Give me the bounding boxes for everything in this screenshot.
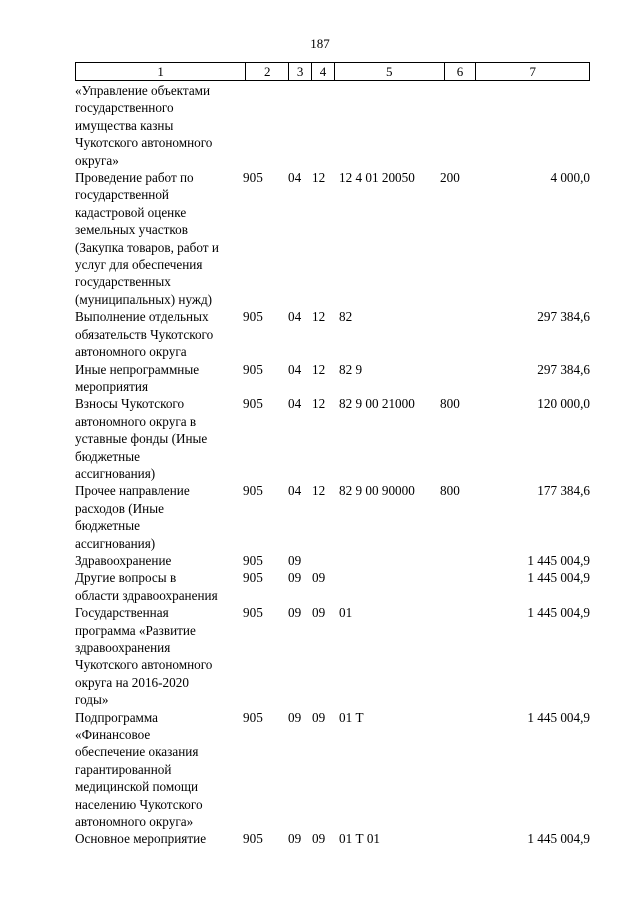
row-col3: 04 [288, 396, 302, 412]
row-col6: 800 [440, 483, 460, 499]
row-col6: 200 [440, 170, 460, 186]
row-col7: 1 445 004,9 [527, 709, 590, 725]
row-col4: 12 [312, 396, 326, 412]
row-col5: 01 [339, 605, 353, 621]
row-col4: 09 [312, 709, 326, 725]
row-col2: 905 [243, 605, 263, 621]
table-row [75, 552, 590, 569]
row-col5: 82 [339, 309, 353, 325]
row-col7: 1 445 004,9 [527, 831, 590, 847]
table-row [75, 169, 590, 308]
row-col7: 1 445 004,9 [527, 570, 590, 586]
row-col5: 01 Т [339, 709, 364, 725]
row-col3: 09 [288, 709, 302, 725]
table-row [75, 569, 590, 604]
table-row [75, 604, 590, 708]
row-name: Прочее направление расходов (Иные бюджетные ассигнования) [75, 483, 190, 551]
header-col-4: 4 [311, 63, 334, 80]
row-col3: 04 [288, 361, 302, 377]
header-col-1: 1 [157, 64, 164, 79]
header-col-2: 2 [245, 63, 288, 80]
row-col4: 12 [312, 309, 326, 325]
header-col-5: 5 [334, 63, 444, 80]
row-col7: 177 384,6 [537, 483, 590, 499]
row-col3: 09 [288, 831, 302, 847]
row-col2: 905 [243, 552, 263, 568]
table-header [75, 62, 590, 81]
row-col3: 09 [288, 605, 302, 621]
row-col3: 09 [288, 552, 302, 568]
row-col5: 82 9 [339, 361, 363, 377]
row-col7: 1 445 004,9 [527, 605, 590, 621]
row-col2: 905 [243, 309, 263, 325]
row-name: Выполнение отдельных обязательств Чукотского автономного округа [75, 309, 214, 360]
row-col2: 905 [243, 483, 263, 499]
row-name: Здравоохранение [75, 552, 172, 568]
row-col4: 12 [312, 170, 326, 186]
row-name: «Управление объектами государственного имущества казны Чукотского автономного округа» [75, 83, 213, 168]
page-number: 187 [310, 36, 330, 51]
row-col2: 905 [243, 396, 263, 412]
row-name: Государственная программа «Развитие здравоохранения Чукотского автономного округа на 2016-2020 годы» [75, 605, 213, 708]
row-col2: 905 [243, 570, 263, 586]
row-col3: 04 [288, 483, 302, 499]
row-col4: 09 [312, 831, 326, 847]
row-name: Взносы Чукотского автономного округа в уставные фонды (Иные бюджетные ассигнования) [75, 396, 208, 481]
row-col7: 1 445 004,9 [527, 552, 590, 568]
row-col4: 12 [312, 483, 326, 499]
row-col4: 12 [312, 361, 326, 377]
row-col7: 4 000,0 [550, 170, 590, 186]
row-col5: 01 Т 01 [339, 831, 381, 847]
table-row [75, 482, 590, 552]
row-col7: 297 384,6 [537, 309, 590, 325]
row-col2: 905 [243, 831, 263, 847]
table-row [75, 830, 590, 847]
row-col5: 82 9 00 90000 [339, 483, 415, 499]
table-body [75, 82, 590, 848]
header-col-7: 7 [475, 63, 589, 80]
row-col2: 905 [243, 170, 263, 186]
row-col7: 120 000,0 [537, 396, 590, 412]
table-row [75, 395, 590, 482]
row-col3: 04 [288, 170, 302, 186]
row-col4: 09 [312, 605, 326, 621]
row-name: Проведение работ по государственной кадастровой оценке земельных участков (Закупка товаров, работ и услуг для обеспечения государственных (муниципальных) нужд) [75, 170, 219, 307]
table-row [75, 709, 590, 831]
row-name: Иные непрограммные мероприятия [75, 361, 200, 394]
table-row [75, 308, 590, 360]
row-name: Другие вопросы в области здравоохранения [75, 570, 218, 603]
row-col5: 12 4 01 20050 [339, 170, 415, 186]
row-col7: 297 384,6 [537, 361, 590, 377]
header-col-6: 6 [444, 63, 476, 80]
row-col6: 800 [440, 396, 460, 412]
row-name: Основное мероприятие [75, 831, 207, 847]
row-name: Подпрограмма «Финансовое обеспечение оказания гарантированной медицинской помощи населению Чукотского автономного округа» [75, 709, 203, 830]
header-col-3: 3 [288, 63, 311, 80]
row-col3: 09 [288, 570, 302, 586]
row-col2: 905 [243, 361, 263, 377]
row-col5: 82 9 00 21000 [339, 396, 415, 412]
row-col3: 04 [288, 309, 302, 325]
table-row [75, 361, 590, 396]
row-col2: 905 [243, 709, 263, 725]
table-row [75, 82, 590, 169]
row-col4: 09 [312, 570, 326, 586]
